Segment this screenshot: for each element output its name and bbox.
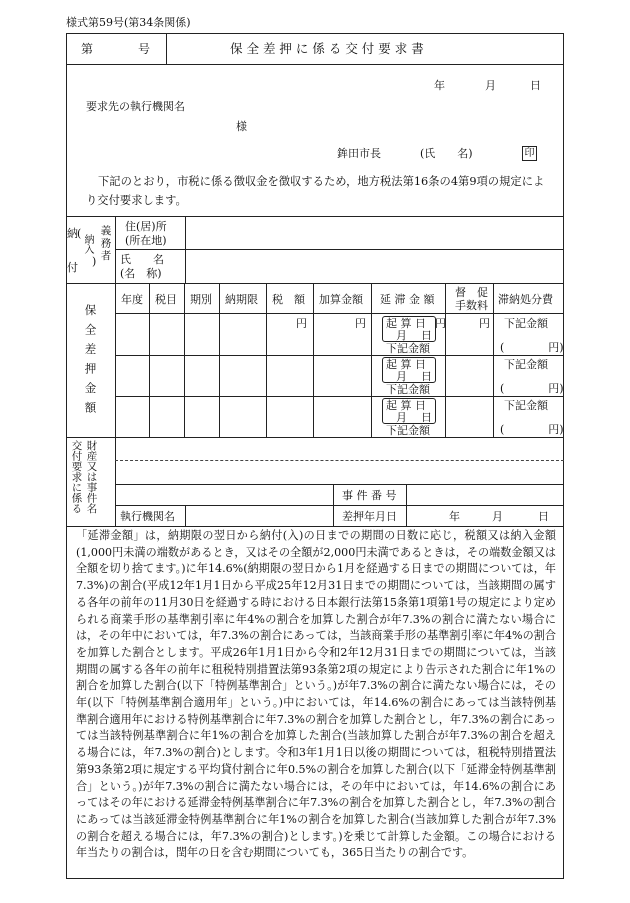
bracket-paren: ( <box>77 227 82 240</box>
yen-mark: 円 <box>479 317 490 330</box>
divider <box>266 283 267 437</box>
form-number: 様式第59号(第34条関係) <box>66 16 191 29</box>
divider <box>371 283 372 437</box>
yen-mark: 円 <box>435 317 446 330</box>
address-label: 住(居)所 <box>125 220 167 233</box>
date-month: 月 <box>485 79 496 92</box>
divider <box>166 33 167 64</box>
divider <box>115 396 564 397</box>
divider <box>66 526 564 527</box>
divider <box>66 64 564 65</box>
name-label-2: (名 称) <box>120 267 162 280</box>
case-number-label: 事 件 番 号 <box>342 489 397 502</box>
delay-day: 日 <box>421 329 432 342</box>
divider <box>115 249 564 250</box>
taxpayer-outer-label-2: 付 <box>67 261 78 274</box>
divider <box>219 283 220 437</box>
delay-month: 月 <box>396 329 407 342</box>
taxpayer-inner-label: 納入 <box>82 234 93 254</box>
property-side-label-2: 財産又は事件名 <box>85 440 98 514</box>
col-header: 年度 <box>121 293 143 306</box>
paren-yen: ( 円) <box>500 423 564 436</box>
divider <box>115 484 564 485</box>
delay-day: 日 <box>421 370 432 383</box>
delay-start: 起 算 日 <box>386 399 426 412</box>
col-header: 延 滞 金 額 <box>380 293 435 306</box>
intro-text: 下記のとおり，市税に係る徴収金を徴収するため，地方税法第16条の4第9項の規定により交付要求します。 <box>86 175 545 207</box>
delay-month: 月 <box>396 411 407 424</box>
divider <box>115 355 564 356</box>
divider <box>115 313 564 314</box>
divider <box>333 484 334 526</box>
divider <box>149 283 150 437</box>
delay-month: 月 <box>396 370 407 383</box>
col-header: 滞納処分費 <box>498 293 553 306</box>
col-header: 納期限 <box>225 293 258 306</box>
date-day: 日 <box>530 79 541 92</box>
honorific: 様 <box>236 120 247 133</box>
delay-day: 日 <box>421 411 432 424</box>
divider <box>115 437 116 526</box>
yen-mark: 円 <box>296 317 307 330</box>
col-header: 手数料 <box>455 299 488 312</box>
sender-name-label: (氏 名) <box>420 147 473 160</box>
divider <box>66 216 564 217</box>
col-header: 加算金額 <box>319 293 363 306</box>
delay-start: 起 算 日 <box>386 358 426 371</box>
divider <box>66 283 564 284</box>
divider <box>115 283 116 437</box>
request-to-label: 要求先の執行機関名 <box>86 100 185 113</box>
seizure-year: 年 <box>449 510 460 523</box>
sender-name: 鉾田市長 <box>337 147 381 160</box>
seizure-month: 月 <box>492 510 503 523</box>
agency-label: 執行機関名 <box>120 510 175 523</box>
date-year: 年 <box>434 79 445 92</box>
yen-mark: 円 <box>355 317 366 330</box>
amount-side-label: 保全差押金額 <box>83 304 98 421</box>
divider <box>115 216 116 283</box>
seal-mark: 印 <box>522 146 537 161</box>
delay-start: 起 算 日 <box>386 317 426 330</box>
paren-yen: ( 円) <box>500 382 564 395</box>
below-amount: 下記金額 <box>386 383 430 396</box>
seizure-day: 日 <box>538 510 549 523</box>
address-label-2: (所在地) <box>125 234 167 247</box>
number-label: 第 <box>81 42 94 56</box>
delay-fee-note: 「延滞金額」は，納期限の翌日から納付(入)の日までの期間の日数に応じ，税額又は納入金額(1,000円未満の端数があるとき，又はその全額が2,000円未満であるときは，その端数金額又は全額を切り捨てます。)に年14.6%(納期限の翌日から1月を経過する日までの期間については，年7.3%)の割合(平成12年1月1日から平成25年12月31日までの期間については，当該期間の属する各年の前年の11月30日を経過する時における日本銀行法第15条第1項第1号の規定により定められる商業手形の基準割引率に年4%の割合を加算した割合が年7.3%の割合に満たない場合には，その年中においては，年7.3%の割合にあっては，当該商業手形の基準割引率に年4%の割合を加算した割合とします。平成26年1月1日から令和2年12月31日までの期間については，当該期間の属する各年の前年に租税特別措置法第93条第2項の規定により告示された割合に年1%の割合を加算した割合(以下「特例基準割合」という。)が年7.3%の割合に満たない場合には，その年(以下「特例基準割合適用年」という。)中においては，年14.6%の割合にあっては当該特例基準割合適用年における特例基準割合に年7.3%の割合を加算した割合とし，年7.3%の割合にあっては当該特例基準割合に年1%の割合を加算した割合(当該加算した割合が年7.3%の割合を超える場合には，年7.3%の割合)とします。令和3年1月1日以後の期間については，租税特別措置法第93条第2項に規定する平均貸付割合に年0.5%の割合を加算した割合(以下「延滞金特例基準割合」という。)が年7.3%の割合に満たない場合には，その年中においては，年14.6%の割合にあってはその年における延滞金特例基準割合に年7.3%の割合を加算した割合とし，年7.3%の割合にあっては当該延滞金特例基準割合に年1%の割合を加算した割合(当該加算した割合が年7.3%の割合を超える場合には，年7.3%の割合)とします。)を乗じて計算した金額。この場合における年当たりの割合は，閏年の日を含む期間についても，365日当たりの割合です。 <box>76 529 556 860</box>
col-header: 期別 <box>190 293 212 306</box>
taxpayer-outer-label-1: 納 <box>67 227 78 240</box>
divider <box>185 216 186 283</box>
col-header: 税 額 <box>272 293 305 306</box>
divider <box>445 283 446 437</box>
dashed-line <box>115 460 564 461</box>
seizure-date-label: 差押年月日 <box>342 510 397 523</box>
bracket-paren: ) <box>92 255 97 268</box>
below-amount: 下記金額 <box>504 399 548 412</box>
divider <box>185 505 186 526</box>
number-suffix: 号 <box>138 42 151 56</box>
below-amount: 下記金額 <box>386 424 430 437</box>
divider <box>493 283 494 437</box>
property-side-label: 交付要求に係る <box>70 440 83 514</box>
divider <box>184 283 185 437</box>
form-title: 保 全 差 押 に 係 る 交 付 要 求 書 <box>230 41 424 56</box>
name-label: 氏 名 <box>120 253 164 266</box>
below-amount: 下記金額 <box>386 342 430 355</box>
col-header: 督 促 <box>455 286 488 299</box>
below-amount: 下記金額 <box>504 358 548 371</box>
col-header: 税目 <box>155 293 177 306</box>
divider <box>66 437 564 438</box>
below-amount: 下記金額 <box>504 317 548 330</box>
paren-yen: ( 円) <box>500 341 564 354</box>
duty-label: 義務者 <box>99 225 112 263</box>
divider <box>406 484 407 526</box>
divider <box>313 283 314 437</box>
divider <box>115 505 564 506</box>
